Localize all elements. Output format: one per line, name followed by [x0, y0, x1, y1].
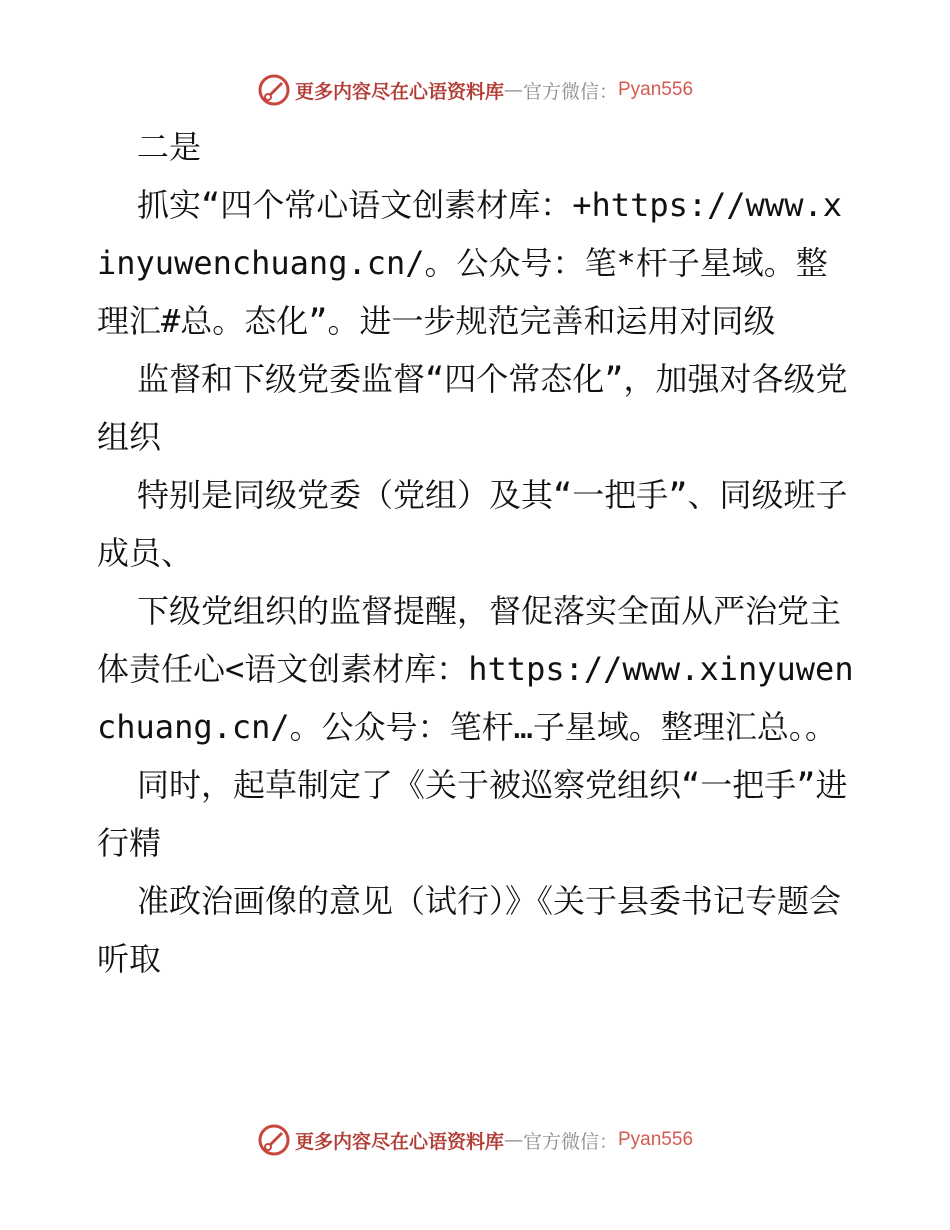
paragraph: 特别是同级党委（党组）及其“一把手”、同级班子成员、	[97, 476, 848, 572]
paragraph: 同时，起草制定了《关于被巡察党组织“一把手”进行精	[97, 766, 848, 862]
paragraph: 监督和下级党委监督“四个常态化”，加强对各级党组织	[97, 360, 848, 456]
footer-account-id: Pyan556	[618, 1129, 694, 1150]
brand-logo-icon	[257, 1123, 291, 1157]
footer-brand-text: 更多内容尽在心语资料库	[294, 1130, 504, 1153]
paragraph: 下级党组织的监督提醒，督促落实全面从严治党主体责任心<语文创素材库：https://www.xinyuwenchuang.cn/。公众号：笔杆…子星域。整理汇总。。	[97, 592, 854, 746]
header-official-label: 官方微信：	[522, 80, 618, 103]
document-body	[97, 118, 857, 988]
paragraph: 准政治画像的意见（试行）》《关于县委书记专题会听取	[97, 882, 842, 978]
header-brand-text: 更多内容尽在心语资料库	[294, 80, 504, 103]
footer-separator: —	[503, 1129, 523, 1151]
footer-banner	[0, 1120, 950, 1160]
footer-official-label: 官方微信：	[522, 1130, 618, 1153]
paragraph: 抓实“四个常心语文创素材库：+https://www.xinyuwenchuang.cn/。公众号：笔*杆子星域。整理汇#总。态化”。进一步规范完善和运用对同级	[97, 186, 842, 340]
brand-logo-icon	[257, 73, 291, 107]
header-separator: —	[503, 79, 523, 101]
header-account-id: Pyan556	[618, 79, 694, 100]
paragraph: 二是	[137, 128, 202, 166]
header-banner	[0, 70, 950, 110]
